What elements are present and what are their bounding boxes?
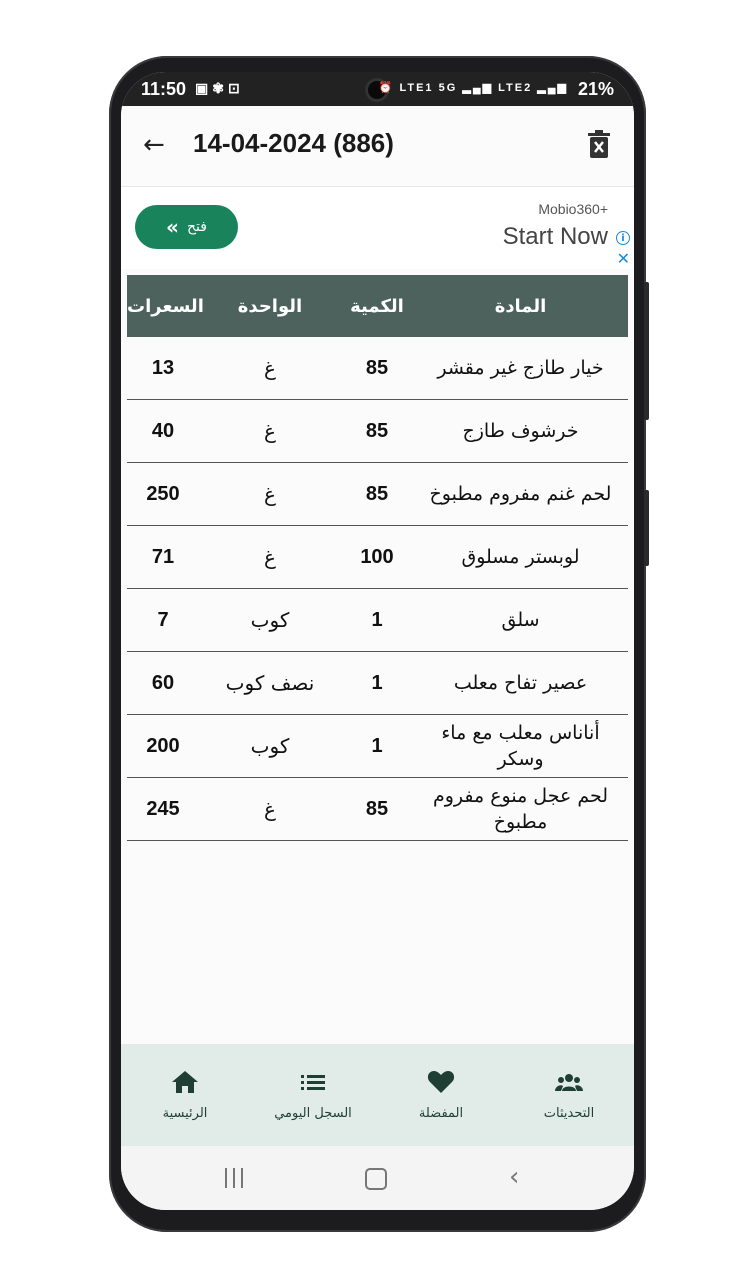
table-row[interactable] [127, 715, 628, 778]
signal-icon-2: ▂▄▆ [537, 82, 568, 94]
power-button [644, 490, 649, 566]
cell-calories: 200 [146, 734, 180, 757]
food-log-table [127, 275, 628, 841]
5g-icon: 5G [438, 82, 458, 94]
cell-name: خرشوف طازج [462, 420, 579, 442]
table-row[interactable] [127, 337, 628, 400]
cell-quantity: 85 [365, 482, 389, 505]
nav-label-favorites: المفضلة [418, 1106, 464, 1121]
cell-calories: 60 [151, 671, 175, 694]
cell-calories: 13 [151, 356, 175, 379]
cell-unit: غ [264, 797, 276, 821]
cell-calories: 71 [151, 545, 175, 568]
cell-unit: غ [264, 419, 276, 443]
double-chevron-icon: « [166, 215, 179, 239]
table-row[interactable] [127, 589, 628, 652]
gallery-icon: ▣ [195, 80, 213, 96]
alarm-icon: ⏰ [378, 82, 395, 94]
cell-unit: غ [264, 356, 276, 380]
status-left-icons [195, 80, 244, 97]
pinwheel-icon: ✾ [212, 80, 228, 96]
cell-calories: 245 [146, 797, 180, 820]
cell-unit: نصف كوب [225, 671, 315, 695]
system-back-icon[interactable]: ‹ [509, 1162, 520, 1192]
heart-icon [427, 1070, 455, 1094]
cell-unit: غ [264, 482, 276, 506]
cell-calories: 7 [157, 608, 169, 631]
info-icon[interactable]: i [616, 231, 630, 245]
app-bar [121, 106, 634, 187]
status-time: 11:50 [141, 79, 187, 99]
cell-name: لحم عجل منوع مفروم مطبوخ [432, 785, 609, 833]
recent-apps-icon[interactable] [223, 1168, 245, 1188]
cell-name: أناناس معلب مع ماء وسكر [441, 722, 600, 770]
system-nav-bar [121, 1146, 634, 1210]
nav-item-home[interactable] [121, 1044, 249, 1146]
cell-name: لحم غنم مفروم مطبوخ [429, 483, 612, 505]
cell-quantity: 85 [365, 797, 389, 820]
header-quantity: الكمية [350, 295, 404, 317]
cell-name: خيار طازج غير مقشر [437, 357, 604, 379]
delete-icon[interactable] [588, 130, 610, 158]
table-row[interactable] [127, 652, 628, 715]
nav-item-daily-log[interactable] [249, 1044, 377, 1146]
nav-label-daily-log: السجل اليومي [274, 1106, 352, 1121]
table-row[interactable] [127, 463, 628, 526]
ad-cta[interactable]: Start Now [502, 223, 608, 250]
cell-name: لوبستر مسلوق [461, 546, 580, 568]
volte-lte1-icon: LTE1 [399, 82, 434, 94]
cell-unit: غ [264, 545, 276, 569]
page-title: 14-04-2024 (886) [193, 128, 394, 158]
cell-name: عصير تفاح معلب [453, 672, 588, 694]
cell-calories: 40 [151, 419, 175, 442]
battery-percent: 21% [577, 79, 614, 99]
signal-icon: ▂▄▆ [462, 82, 494, 94]
table-row[interactable] [127, 400, 628, 463]
home-icon [171, 1070, 199, 1094]
cell-name: سلق [501, 609, 540, 631]
cell-unit: كوب [250, 734, 290, 758]
list-icon [299, 1070, 327, 1094]
lock-icon: ⊡ [227, 80, 244, 96]
volte-lte2-icon: LTE2 [498, 82, 533, 94]
cell-quantity: 85 [365, 356, 389, 379]
status-right-icons [379, 81, 568, 94]
screen [121, 72, 634, 1210]
cell-quantity: 1 [371, 608, 383, 631]
table-row[interactable] [127, 526, 628, 589]
table-row[interactable] [127, 778, 628, 841]
header-calories: السعرات [127, 295, 204, 317]
back-arrow-icon[interactable]: ← [143, 130, 165, 160]
header-unit: الواحدة [237, 295, 303, 317]
group-icon [555, 1070, 583, 1094]
volume-button [644, 282, 649, 420]
bottom-nav [121, 1044, 634, 1146]
ad-open-label: فتح [186, 219, 207, 235]
cell-calories: 250 [146, 482, 180, 505]
nav-label-home: الرئيسية [162, 1106, 208, 1121]
cell-quantity: 1 [371, 671, 383, 694]
cell-quantity: 1 [371, 734, 383, 757]
ad-brand: Mobio360+ [538, 201, 608, 217]
nav-item-favorites[interactable] [377, 1044, 505, 1146]
header-name: المادة [494, 295, 547, 317]
nav-item-challenges[interactable] [505, 1044, 633, 1146]
cell-quantity: 100 [360, 545, 394, 568]
table-header [127, 275, 628, 337]
cell-quantity: 85 [365, 419, 389, 442]
close-icon[interactable]: ✕ [616, 249, 630, 268]
cell-unit: كوب [250, 608, 290, 632]
status-bar [121, 72, 634, 106]
home-button-icon[interactable] [365, 1168, 387, 1190]
ad-open-button[interactable] [135, 205, 238, 249]
ad-banner[interactable] [121, 187, 634, 269]
nav-label-challenges: التحديثات [543, 1106, 595, 1121]
